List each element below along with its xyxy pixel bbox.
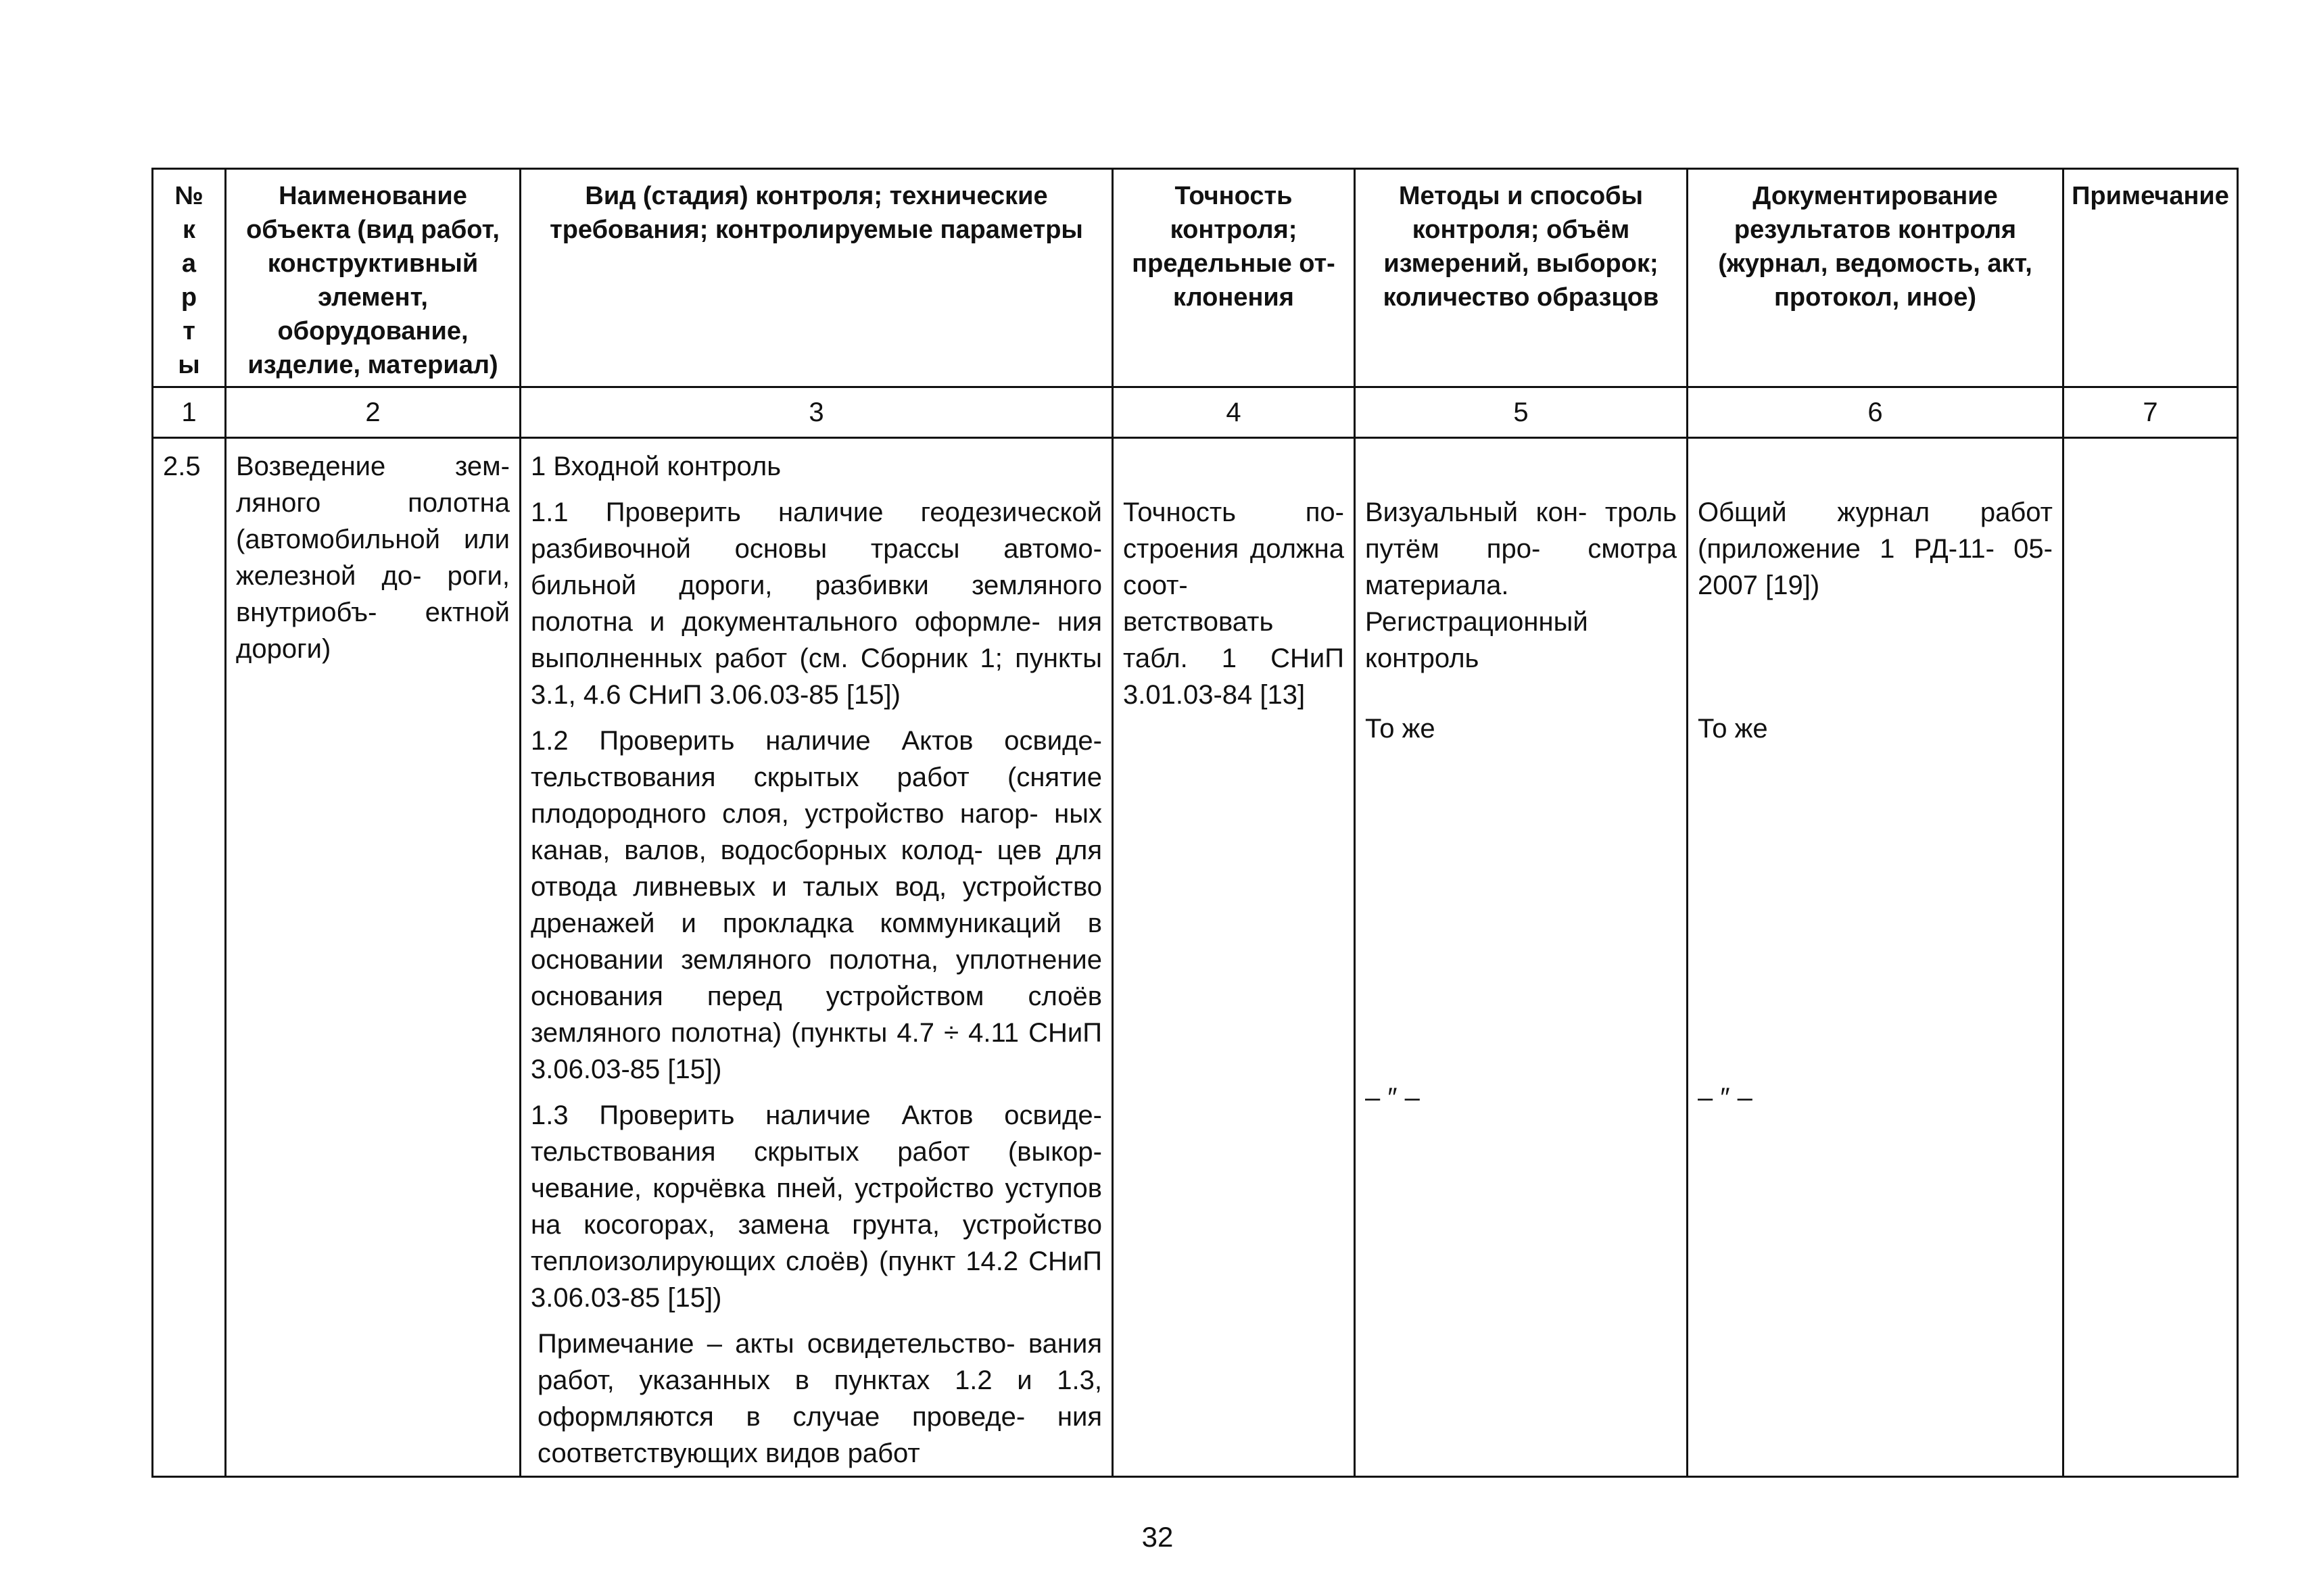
header-documentation: Документирование результатов контроля (журнал, ведомость, акт, протокол, иное) xyxy=(1688,169,2063,387)
accuracy-text: Точность по- строения должна соот- ветствовать табл. 1 СНиП 3.01.03-84 [13] xyxy=(1123,498,1344,710)
header-accuracy: Точность контроля; предельные от- клонения xyxy=(1113,169,1355,387)
column-number-row xyxy=(153,387,2238,438)
column-number: 2 xyxy=(226,387,521,438)
header-note: Примечание xyxy=(2063,169,2238,387)
docs-1-1: Общий журнал работ (приложение 1 РД-11- 05-2007 [19]) xyxy=(1698,498,2053,600)
column-number: 3 xyxy=(521,387,1113,438)
column-number: 5 xyxy=(1355,387,1688,438)
methods-1-2: То же xyxy=(1365,714,1435,744)
docs-1-2: То же xyxy=(1698,714,1768,744)
header-object-name: Наименование объекта (вид работ, конструктивный элемент, оборудование, изделие, материал) xyxy=(226,169,521,387)
column-number: 1 xyxy=(153,387,226,438)
control-table xyxy=(151,168,2239,1478)
methods-cell xyxy=(1355,438,1688,1477)
column-number: 6 xyxy=(1688,387,2063,438)
column-number: 7 xyxy=(2063,387,2238,438)
page-number: 32 xyxy=(1141,1521,1174,1553)
control-item-incoming: 1 Входной контроль xyxy=(531,452,782,481)
control-item-1-2: 1.2 Проверить наличие Актов освиде- тельствования скрытых работ (снятие плодородного слоя, устройство нагор- ных канав, валов, водосборных колод- цев для отвода ливневых и талых вод, устройство дренажей и прокладка коммуникаций в основании земляного полотна, уплотнение основания перед устройством слоёв земляного полотна) (пункты 4.7 ÷ 4.11 СНиП 3.06.03-85 [15]) xyxy=(531,726,1102,1084)
column-number: 4 xyxy=(1113,387,1355,438)
card-number: 2.5 xyxy=(153,438,226,1477)
header-row xyxy=(153,169,2238,387)
control-item-note: Примечание – акты освидетельство- вания работ, указанных в пунктах 1.2 и 1.3, оформляются в случае проведе- ния соответствующих видов работ xyxy=(538,1329,1102,1468)
header-card-number: № к а р т ы xyxy=(153,169,226,387)
docs-1-3: – ″ – xyxy=(1698,1083,1752,1113)
control-requirements xyxy=(521,438,1113,1477)
table-row xyxy=(153,438,2238,1477)
documentation-cell xyxy=(1688,438,2063,1477)
accuracy-cell xyxy=(1113,438,1355,1477)
methods-1-1: Визуальный кон- троль путём про- смотра материала. Регистрационный контроль xyxy=(1365,498,1677,673)
header-control-type: Вид (стадия) контроля; технические требования; контролируемые параметры xyxy=(521,169,1113,387)
control-item-1-3: 1.3 Проверить наличие Актов освиде- тельствования скрытых работ (выкор- чевание, корчёвка пней, устройство уступов на косогорах, замена грунта, устройство теплоизолирующих слоёв) (пункт 14.2 СНиП 3.06.03-85 [15]) xyxy=(531,1101,1102,1313)
methods-1-3: – ″ – xyxy=(1365,1083,1420,1113)
header-methods: Методы и способы контроля; объём измерений, выборок; количество образцов xyxy=(1355,169,1688,387)
object-name: Возведение зем- ляного полотна (автомобильной или железной до- роги, внутриобъ- ектной дороги) xyxy=(226,438,521,1477)
note-cell xyxy=(2063,438,2238,1477)
control-item-1-1: 1.1 Проверить наличие геодезической разбивочной основы трассы автомо- бильной дороги, разбивки земляного полотна и документального оформле- ния выполненных работ (см. Сборник 1; пункты 3.1, 4.6 СНиП 3.06.03-85 [15]) xyxy=(531,498,1102,710)
